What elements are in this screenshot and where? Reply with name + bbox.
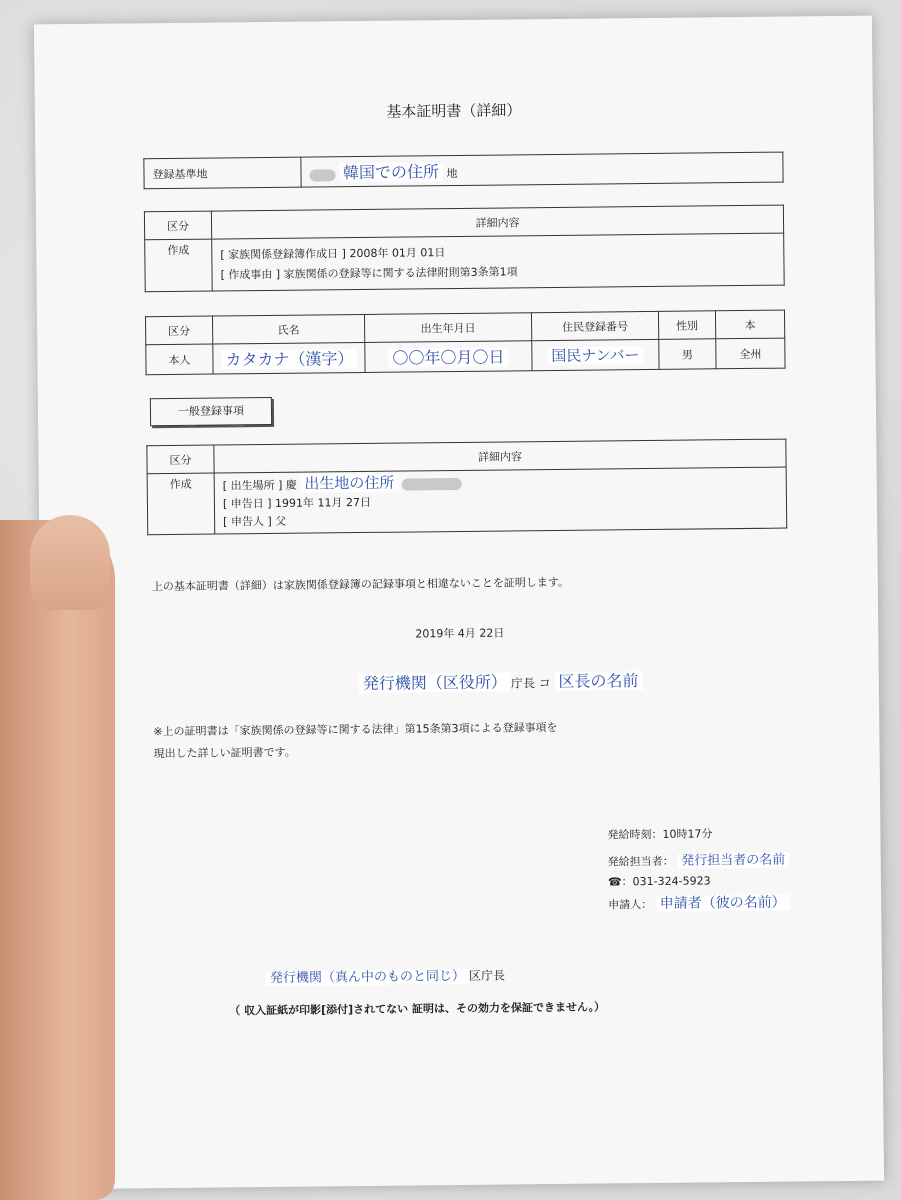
issue-time: 発給時刻：10時17分 xyxy=(607,827,713,842)
person-header: 区分 xyxy=(145,316,212,345)
person-table xyxy=(145,310,786,376)
general-registry-tab: 一般登録事項 xyxy=(150,397,272,426)
seal-annotation: 発行機関（真ん中のものと同じ） xyxy=(266,969,469,986)
issue-staff xyxy=(608,849,790,870)
phone: ☎：031-324-5923 xyxy=(607,874,711,889)
person-header: 性別 xyxy=(658,311,715,340)
creation-line2: [ 作成事由 ] 家族関係の登録等に関する法律附則第3条第1項 xyxy=(220,264,518,281)
person-header: 住民登録番号 xyxy=(531,311,658,340)
staff-label: 発給担当者： xyxy=(607,854,674,869)
birth-col1: 区分 xyxy=(147,445,214,474)
note-line2: 現出した詳しい証明書です。 xyxy=(153,745,296,761)
creation-col1: 区分 xyxy=(144,211,211,240)
person-id xyxy=(532,339,659,370)
person-kind: 本人 xyxy=(146,344,213,375)
seal-text: 区庁長 xyxy=(468,968,506,983)
holding-hand xyxy=(0,520,115,1200)
note-line1: ※上の証明書は「家族関係の登録等に関する法律」第15条第3項による登録事項を xyxy=(153,720,558,739)
person-header: 出生年月日 xyxy=(364,313,531,343)
person-origin: 全州 xyxy=(716,338,785,369)
issuer-annotation: 発行機関（区役所） xyxy=(359,672,511,693)
birth-reporter: [ 申告人 ] 父 xyxy=(223,514,287,529)
id-annotation: 国民ナンバー xyxy=(547,346,643,365)
person-header: 氏名 xyxy=(212,314,364,344)
issue-date: 2019年 4月 22日 xyxy=(415,626,505,641)
registry-table xyxy=(143,152,783,190)
issuer-head-annotation: 区長の名前 xyxy=(554,671,642,691)
person-name xyxy=(213,342,365,374)
issuer-text: 庁長 コ xyxy=(510,676,551,691)
applicant xyxy=(608,892,790,914)
person-birth xyxy=(365,341,532,373)
birth-col2: 詳細内容 xyxy=(214,439,786,473)
creation-line1: [ 家族関係登録簿作成日 ] 2008年 01月 01日 xyxy=(220,245,446,261)
birth-row-label: 作成 xyxy=(147,473,215,535)
birth-report-date: [ 申告日 ] 1991年 11月 27日 xyxy=(222,495,372,511)
name-annotation: カタカナ（漢字） xyxy=(221,349,357,369)
certificate-paper xyxy=(34,16,884,1190)
birth-details xyxy=(214,467,787,534)
redacted-mark xyxy=(402,478,462,491)
birth-place-annotation: 出生地の住所 xyxy=(300,474,398,493)
applicant-annotation: 申請者（彼の名前） xyxy=(656,895,790,912)
certify-text: 上の基本証明書（詳細）は家族関係登録簿の記録事項と相違ないことを証明します。 xyxy=(151,575,569,594)
applicant-label: 申請人： xyxy=(608,897,653,912)
registry-annotation: 韓国での住所 xyxy=(339,162,443,182)
seal-line xyxy=(266,965,505,987)
redacted-mark xyxy=(309,169,335,181)
birth-annotation: 〇〇年〇月〇日 xyxy=(388,347,508,367)
creation-details xyxy=(212,233,785,291)
creation-table xyxy=(144,205,785,293)
creation-col2: 詳細内容 xyxy=(211,205,783,239)
issuer-line xyxy=(359,668,643,694)
thumb xyxy=(30,515,110,610)
creation-row-label: 作成 xyxy=(145,239,213,292)
birth-table xyxy=(146,439,787,536)
registry-suffix: 地 xyxy=(446,166,458,181)
person-header: 本 xyxy=(715,310,784,339)
registry-label: 登録基準地 xyxy=(144,157,301,189)
birth-place-prefix: [ 出生場所 ] 慶 xyxy=(222,478,297,493)
document-title: 基本証明書（詳細） xyxy=(386,101,522,121)
footer-note: （ 収入証紙が印影[添付]されてない 証明は、その効力を保証できません。） xyxy=(229,1000,606,1018)
staff-annotation: 発行担当者の名前 xyxy=(677,853,789,869)
registry-value xyxy=(301,152,783,187)
person-sex: 男 xyxy=(659,339,716,370)
